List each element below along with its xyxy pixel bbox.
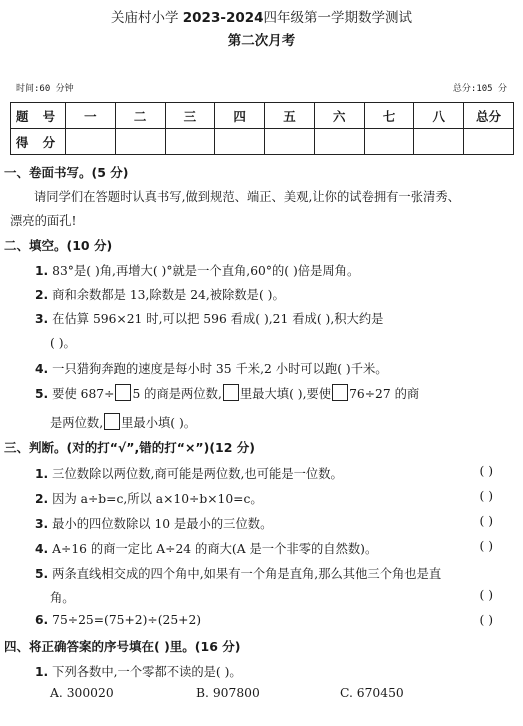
question-number: 1. (35, 665, 49, 679)
fill-question-2 (35, 285, 285, 303)
question-number: 5. (35, 567, 49, 581)
answer-paren[interactable]: ( ) (479, 588, 493, 602)
question-text: 最小的四位数除以 10 是最小的三位数。 (52, 517, 273, 531)
question-text: 83°是( )角,再增大( )°就是一个直角,60°的( )倍是周角。 (52, 264, 360, 278)
answer-paren[interactable]: ( ) (479, 489, 493, 503)
question-text: 两条直线相交成的四个角中,如果有一个角是直角,那么其他三个角也是直 (52, 567, 442, 581)
question-text: 在估算 596×21 时,可以把 596 看成( ),21 看成( ),积大约是 (52, 312, 384, 326)
fill-question-4 (35, 359, 388, 377)
question-text: 里最小填( )。 (121, 416, 197, 430)
answer-paren[interactable]: ( ) (479, 539, 493, 553)
score-input-cell[interactable] (364, 129, 414, 155)
score-table-cell: 一 (66, 103, 116, 129)
question-text: 75÷25=(75+2)÷(25+2) (52, 613, 202, 627)
score-table-cell: 二 (115, 103, 165, 129)
choice-option-c: C. 670450 (340, 686, 404, 700)
score-table-cell: 总分 (464, 103, 514, 129)
answer-box[interactable] (332, 384, 348, 401)
judge-question-3 (35, 514, 272, 532)
answer-box[interactable] (223, 384, 239, 401)
answer-paren[interactable]: ( ) (479, 514, 493, 528)
question-number: 4. (35, 362, 49, 376)
question-number: 6. (35, 613, 49, 627)
score-table-cell: 三 (165, 103, 215, 129)
section4-heading: 四、将正确答案的序号填在( )里。(16 分) (4, 639, 241, 654)
judge-question-2 (35, 489, 263, 507)
score-input-cell[interactable] (265, 129, 315, 155)
score-table-score-row (11, 129, 514, 155)
fill-question-3 (35, 309, 383, 327)
question-text: 商和余数都是 13,除数是 24,被除数是( )。 (52, 288, 285, 302)
score-table-cell: 八 (414, 103, 464, 129)
question-text: 5 的商是两位数, (132, 387, 222, 401)
fill-question-3-continued: ( )。 (50, 336, 76, 350)
exam-subtitle: 第二次月考 (227, 33, 296, 49)
question-number: 3. (35, 312, 49, 326)
answer-box[interactable] (115, 384, 131, 401)
question-number: 2. (35, 492, 49, 506)
question-text: 因为 a÷b=c,所以 a×10÷b×10=c。 (52, 492, 263, 506)
section2-heading: 二、填空。(10 分) (4, 238, 113, 253)
question-number: 2. (35, 288, 49, 302)
score-table-cell: 五 (265, 103, 315, 129)
question-text: 要使 687÷ (52, 387, 115, 401)
time-limit: 时间:60 分钟 (16, 84, 74, 94)
question-text: 76÷27 的商 (349, 387, 420, 401)
section1-paragraph-line1: 请同学们在答题时认真书写,做到规范、端正、美观,让你的试卷拥有一张清秀、 (34, 190, 460, 204)
score-input-cell[interactable] (215, 129, 265, 155)
question-text: 下列各数中,一个零都不读的是( )。 (52, 665, 242, 679)
fill-question-1 (35, 261, 359, 279)
question-number: 5. (35, 387, 49, 401)
question-text: 是两位数, (50, 416, 104, 430)
judge-question-5-continued: 角。 (50, 591, 75, 605)
score-table-cell: 四 (215, 103, 265, 129)
total-score: 总分:105 分 (452, 84, 507, 94)
score-input-cell[interactable] (115, 129, 165, 155)
choice-question-1 (35, 662, 242, 680)
score-input-cell[interactable] (414, 129, 464, 155)
question-text: 里最大填( ),要使 (239, 387, 332, 401)
question-number: 3. (35, 517, 49, 531)
question-number: 1. (35, 264, 49, 278)
judge-question-6 (35, 613, 201, 627)
question-text: A÷16 的商一定比 A÷24 的商大(A 是一个非零的自然数)。 (52, 542, 378, 556)
score-table-cell: 七 (364, 103, 414, 129)
score-table-cell: 六 (314, 103, 364, 129)
choice-option-a: A. 300020 (50, 686, 114, 700)
fill-question-5 (35, 384, 419, 402)
score-input-cell[interactable] (464, 129, 514, 155)
score-input-cell[interactable] (314, 129, 364, 155)
section3-heading: 三、判断。(对的打“√”,错的打“×”)(12 分) (4, 440, 256, 455)
judge-question-5 (35, 564, 441, 582)
exam-title: 关庙村小学 2023-2024四年级第一学期数学测试 (110, 10, 413, 26)
score-table (10, 102, 514, 155)
choice-option-b: B. 907800 (196, 686, 260, 700)
score-table-cell: 题 号 (11, 103, 66, 129)
score-input-cell[interactable] (66, 129, 116, 155)
judge-question-4 (35, 539, 377, 557)
answer-paren[interactable]: ( ) (479, 613, 493, 627)
question-text: 三位数除以两位数,商可能是两位数,也可能是一位数。 (52, 467, 343, 481)
answer-box[interactable] (104, 413, 120, 430)
section1-paragraph-line2: 漂亮的面孔! (10, 214, 77, 228)
score-table-header-row (11, 103, 514, 129)
question-number: 4. (35, 542, 49, 556)
section1-heading: 一、卷面书写。(5 分) (4, 165, 129, 180)
score-row-label: 得 分 (11, 129, 66, 155)
judge-question-1 (35, 464, 343, 482)
question-number: 1. (35, 467, 49, 481)
fill-question-5-continued (50, 413, 196, 431)
score-input-cell[interactable] (165, 129, 215, 155)
question-text: 一只猎狗奔跑的速度是每小时 35 千米,2 小时可以跑( )千米。 (52, 362, 388, 376)
answer-paren[interactable]: ( ) (479, 464, 493, 478)
